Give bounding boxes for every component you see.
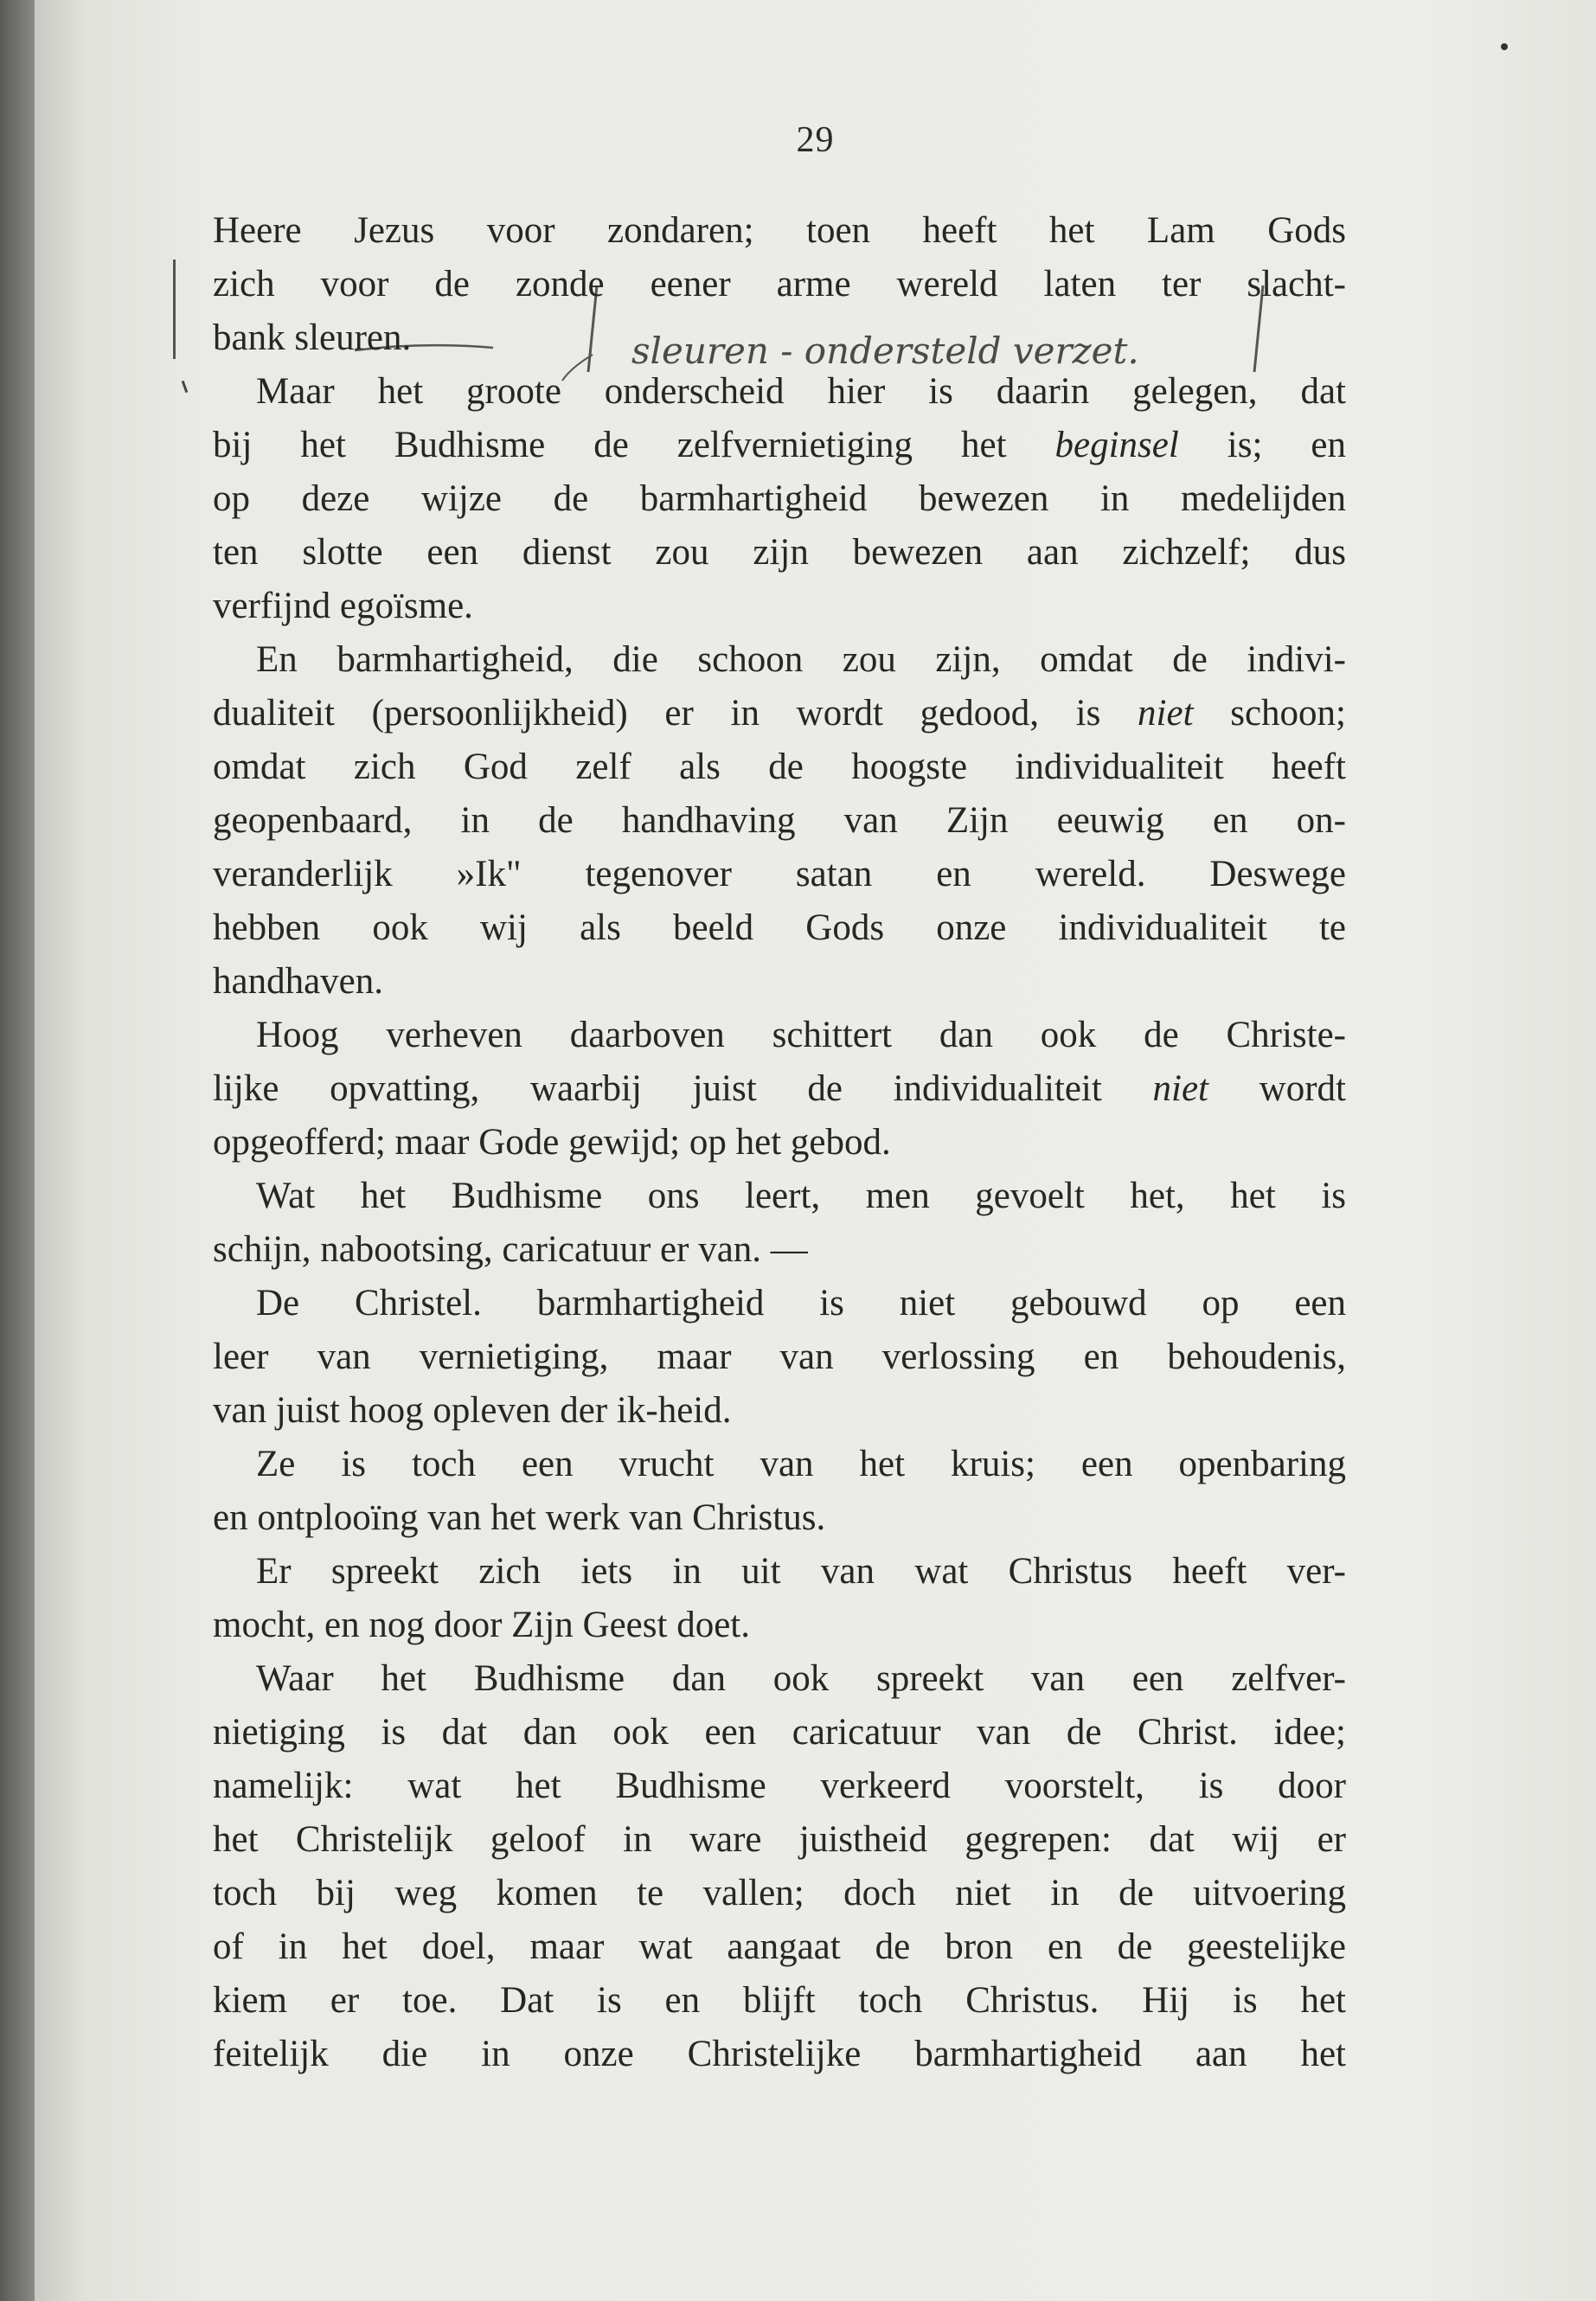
text-line: ten slotte een dienst zou zijn bewezen aan zichzelf; dus: [213, 532, 1346, 573]
text-line: het Christelijk geloof in ware juistheid gegrepen: dat wij er: [213, 1819, 1346, 1860]
text-line: Waar het Budhisme dan ook spreekt van een zelfver-: [256, 1658, 1346, 1699]
handwritten-note: sleuren - ondersteld verzet.: [631, 330, 1139, 372]
text-line: lijke opvatting, waarbij juist de individualiteit niet wordt: [213, 1068, 1346, 1109]
text-line: leer van vernietiging, maar van verlossing en behoudenis,: [213, 1336, 1346, 1377]
text-line: bank sleuren.: [213, 317, 412, 358]
text-line: kiem er toe. Dat is en blijft toch Christus. Hij is het: [213, 1980, 1346, 2021]
text-line: handhaven.: [213, 961, 384, 1002]
text-line: En barmhartigheid, die schoon zou zijn, omdat de indivi-: [256, 639, 1346, 680]
text-line: zich voor de zonde eener arme wereld laten ter slacht-: [213, 264, 1346, 304]
text-line: Maar het groote onderscheid hier is daarin gelegen, dat: [256, 371, 1346, 412]
text-line: of in het doel, maar wat aangaat de bron en de geestelijke: [213, 1926, 1346, 1967]
text-line: Hoog verheven daarboven schittert dan ook de Christe-: [256, 1015, 1346, 1055]
scan-edge: [0, 0, 35, 2301]
emphasis-word: beginsel: [1054, 425, 1179, 465]
text-line: schijn, nabootsing, caricatuur er van. —: [213, 1229, 808, 1270]
text-line: en ontplooïng van het werk van Christus.: [213, 1497, 826, 1538]
text-line: hebben ook wij als beeld Gods onze individualiteit te: [213, 907, 1346, 948]
text-line: Heere Jezus voor zondaren; toen heeft het Lam Gods: [213, 210, 1346, 251]
text-line: opgeofferd; maar Gode gewijd; op het gebod.: [213, 1122, 891, 1163]
text-line: Wat het Budhisme ons leert, men gevoelt het, het is: [256, 1176, 1346, 1216]
text-line: toch bij weg komen te vallen; doch niet in de uitvoering: [213, 1873, 1346, 1913]
text-line: Er spreekt zich iets in uit van wat Christus heeft ver-: [256, 1551, 1346, 1592]
text-line: op deze wijze de barmhartigheid bewezen in medelijden: [213, 478, 1346, 519]
text-line: Ze is toch een vrucht van het kruis; een openbaring: [256, 1444, 1346, 1484]
text-line: feitelijk die in onze Christelijke barmhartigheid aan het: [213, 2034, 1346, 2074]
text-line: van juist hoog opleven der ik-heid.: [213, 1390, 732, 1431]
text-line: verfijnd egoïsme.: [213, 586, 473, 626]
text-line: nietiging is dat dan ook een caricatuur van de Christ. idee;: [213, 1712, 1346, 1753]
body-text: [213, 204, 1346, 2081]
text-line: bij het Budhisme de zelfvernietiging het beginsel is; en: [213, 425, 1346, 465]
text-line: De Christel. barmhartigheid is niet gebouwd op een: [256, 1283, 1346, 1324]
text-line: omdat zich God zelf als de hoogste individualiteit heeft: [213, 747, 1346, 787]
text-line: geopenbaard, in de handhaving van Zijn eeuwig en on-: [213, 800, 1346, 841]
text-line: mocht, en nog door Zijn Geest doet.: [213, 1605, 750, 1645]
text-line: dualiteit (persoonlijkheid) er in wordt gedood, is niet schoon;: [213, 693, 1346, 734]
text-line: veranderlijk »Ik" tegenover satan en wereld. Deswege: [213, 854, 1346, 894]
emphasis-word: niet: [1138, 693, 1194, 734]
book-page: [35, 0, 1596, 2301]
emphasis-word: niet: [1152, 1068, 1208, 1109]
text-line: namelijk: wat het Budhisme verkeerd voorstelt, is door: [213, 1766, 1346, 1806]
page-number: 29: [796, 120, 835, 160]
